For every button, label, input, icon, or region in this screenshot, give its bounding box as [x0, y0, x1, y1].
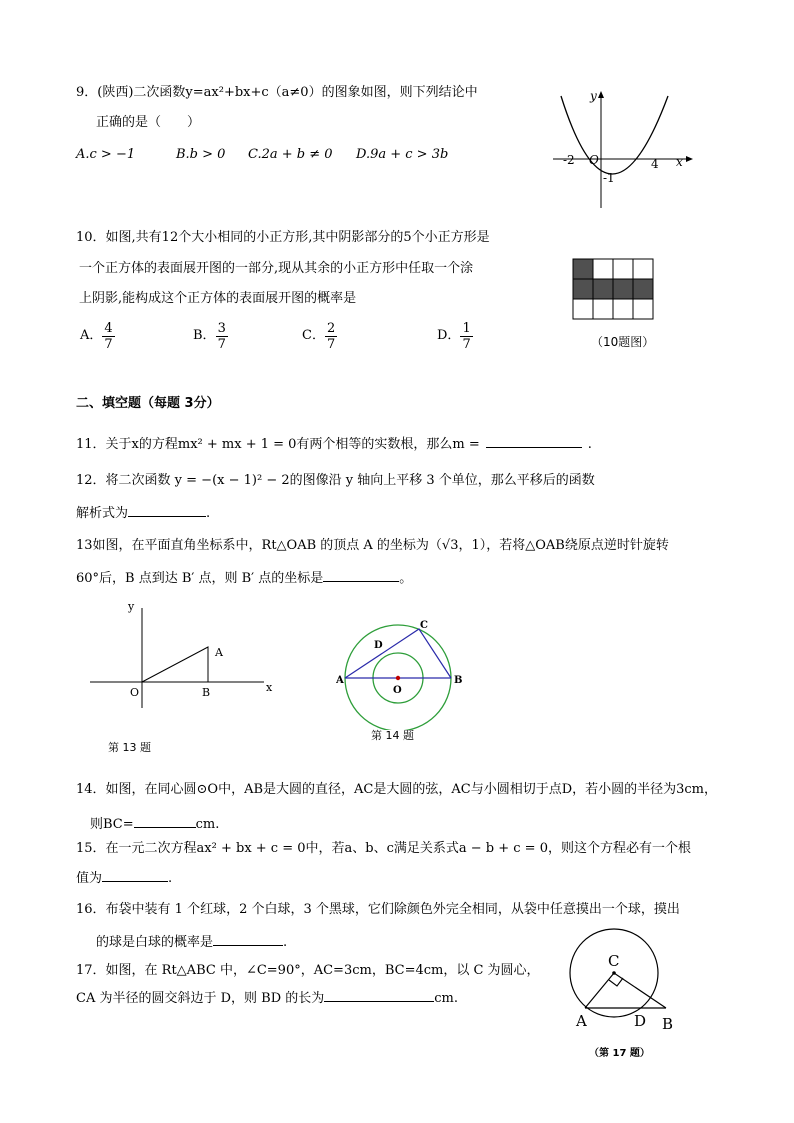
q9-x-label: x [676, 155, 683, 169]
q16-end: . [283, 935, 288, 950]
q17-b-label: B [662, 1015, 674, 1033]
q15-line1: 15．在一元二次方程ax² + bx + c = 0中，若a、b、c满足关系式a − b + c = 0，则这个方程必有一个根 [76, 841, 691, 856]
section2-title: 二、填空题（每题 3分） [76, 396, 220, 411]
q10-option-b-fraction [216, 321, 228, 352]
q17-figure [564, 920, 682, 1036]
q12-line2 [76, 502, 210, 523]
q12-end: . [206, 506, 211, 521]
q9-line1: 9．(陕西)二次函数y=ax²+bx+c（a≠0）的图象如图，则下列结论中 [76, 85, 478, 100]
q11-text: 11．关于x的方程mx² + mx + 1 = 0有两个相等的实数根，那么m = [76, 437, 480, 452]
q14-b-label: B [454, 675, 463, 686]
q15-line2-text: 值为 [76, 871, 103, 886]
q10-option-b-den: 7 [217, 336, 226, 352]
q11-answer-blank[interactable] [486, 433, 582, 448]
q14-line1: 14．如图，在同心圆⊙O中，AB是大圆的直径，AC是大圆的弦，AC与小圆相切于点D，若小圆的半径为3cm， [76, 782, 718, 797]
q10-option-c-fraction [325, 321, 337, 352]
q12-answer-blank[interactable] [128, 502, 206, 517]
q17-a-label: A [576, 1012, 587, 1030]
q13-b-label: B [202, 686, 211, 699]
q10-option-b-label: B． [193, 328, 216, 343]
q12-line2-text: 解析式为 [76, 506, 129, 521]
q10-shaded-square [633, 279, 653, 299]
q17-line2-text: CA 为半径的圆交斜边于 D，则 BD 的长为 [76, 991, 325, 1006]
q10-shaded-square [573, 259, 593, 279]
q16-line1: 16．布袋中装有 1 个红球，2 个白球，3 个黑球，它们除颜色外完全相同，从袋中任意摸出一个球，摸出 [76, 902, 680, 917]
q16-answer-blank[interactable] [213, 931, 283, 946]
q17-line1: 17．如图，在 Rt△ABC 中，∠C=90°，AC=3cm，BC=4cm，以 C 为圆心， [76, 963, 540, 978]
q9-option-d: D.9a + c > 3b [356, 147, 449, 162]
q14-end: cm. [195, 817, 220, 832]
q14-line2 [90, 813, 219, 834]
q14-answer-blank[interactable] [134, 813, 196, 828]
q10-option-a-den: 7 [104, 336, 113, 352]
q9-option-a: A.c > −1 [76, 147, 136, 162]
q13-answer-blank[interactable] [323, 567, 399, 582]
q14-c-label: C [420, 620, 428, 631]
q13-caption: 第 13 题 [108, 741, 151, 754]
q13-a-label: A [215, 646, 223, 659]
q10-option-b-num: 3 [217, 320, 226, 336]
q10-shaded-square [593, 279, 613, 299]
q10-option-d-label: D． [437, 328, 461, 343]
q14-a-label: A [336, 675, 344, 686]
q17-d-label: D [634, 1012, 647, 1030]
q10-grid-figure [572, 258, 658, 320]
q9-y-label: y [590, 89, 597, 103]
q9-root-right-label: 4 [651, 157, 659, 171]
q17-center-dot [612, 971, 616, 975]
q10-shaded-square [613, 279, 633, 299]
q15-end: . [168, 871, 173, 886]
q10-line1: 10．如图,共有12个大小相同的小正方形,其中阴影部分的5个小正方形是 [76, 230, 490, 245]
q9-option-c: C.2a + b ≠ 0 [248, 147, 333, 162]
q10-shaded-square [573, 279, 593, 299]
q10-option-a-fraction [102, 321, 114, 352]
q11-line [76, 433, 592, 454]
q14-o-label: O [393, 685, 402, 696]
q13-y-label: y [128, 600, 135, 613]
q10-option-a-label: A． [80, 328, 103, 343]
q9-option-b: B.b > 0 [176, 147, 226, 162]
q10-option-a-num: 4 [104, 320, 113, 336]
q9-root-left-label: -2 [563, 153, 575, 167]
q13-triangle-oab [142, 647, 208, 682]
q10-option-c-num: 2 [326, 320, 336, 336]
q14-figure [336, 610, 466, 730]
q16-line2-text: 的球是白球的概率是 [96, 935, 214, 950]
q10-option-d-fraction [460, 321, 472, 352]
q14-line2-text: 则BC= [90, 817, 134, 832]
q17-end: cm. [434, 991, 459, 1006]
q11-end: . [587, 437, 592, 452]
q10-option-d [437, 316, 473, 356]
q10-option-a [80, 316, 115, 356]
q16-line2 [96, 931, 287, 952]
q12-line1: 12．将二次函数 y = −(x − 1)² − 2的图像沿 y 轴向上平移 3 个单位，那么平移后的函数 [76, 473, 595, 488]
q10-option-d-den: 7 [462, 336, 471, 352]
q10-option-c-den: 7 [326, 336, 336, 352]
q13-line2-text: 60°后，B 点到达 B′ 点，则 B′ 点的坐标是 [76, 571, 324, 586]
q14-caption: 第 14 题 [371, 729, 414, 742]
q10-option-c-label: C． [302, 328, 325, 343]
q17-right-angle-mark [609, 978, 623, 986]
q9-line2: 正确的是（ ） [96, 115, 201, 130]
q13-line2 [76, 567, 412, 588]
q9-y-arrow [598, 91, 604, 98]
q13-o-label: O [130, 686, 140, 699]
q17-c-label: C [608, 952, 620, 970]
q9-x-arrow [686, 156, 693, 162]
q14-d-label: D [374, 640, 383, 651]
q13-end: 。 [399, 571, 413, 586]
q13-x-label: x [266, 681, 273, 694]
q14-center-dot [396, 676, 400, 680]
q10-option-c [302, 316, 337, 356]
q9-origin-label: O [589, 153, 599, 167]
q17-caption: （第 17 题） [589, 1048, 650, 1059]
q10-line2: 一个正方体的表面展开图的一部分,现从其余的小正方形中任取一个涂 [79, 261, 474, 276]
q10-line3: 上阴影,能构成这个正方体的表面展开图的概率是 [79, 291, 357, 306]
q10-option-b [193, 316, 228, 356]
q10-caption: （10题图） [591, 335, 655, 349]
q13-figure [86, 596, 282, 712]
q17-line2 [76, 987, 458, 1008]
q15-line2 [76, 867, 172, 888]
q10-option-d-num: 1 [462, 320, 471, 336]
q17-answer-blank[interactable] [324, 987, 434, 1002]
q9-parabola-figure [548, 86, 698, 216]
q9-intercept-label: -1 [603, 171, 615, 185]
q13-line1: 13如图，在平面直角坐标系中，Rt△OAB 的顶点 A 的坐标为（√3，1），若将△OAB绕原点逆时针旋转 [76, 538, 669, 553]
q15-answer-blank[interactable] [102, 867, 168, 882]
